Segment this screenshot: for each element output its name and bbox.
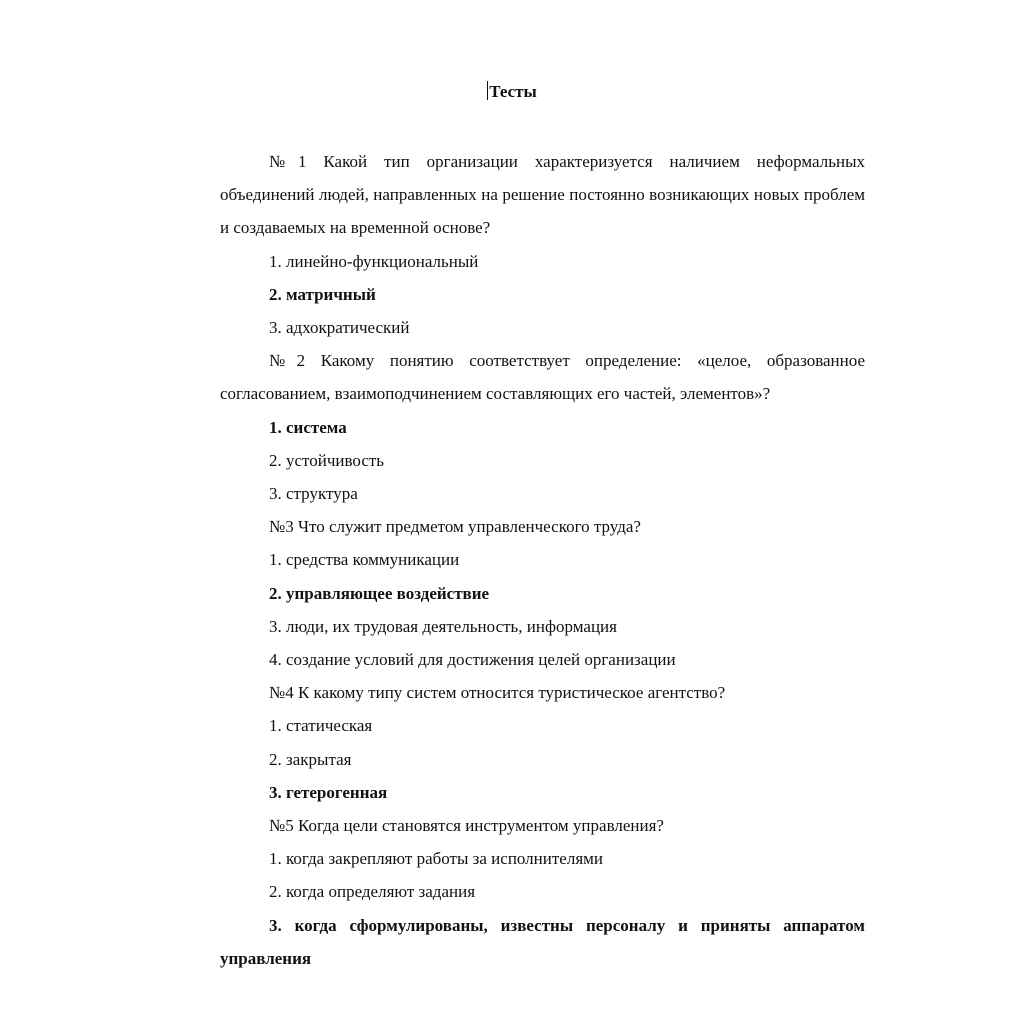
question-4-text: №4 К какому типу систем относится туристическое агентство?	[269, 683, 726, 703]
question-1-option-3: 3. адхократический	[269, 318, 410, 338]
question-3-option-4: 4. создание условий для достижения целей организации	[269, 650, 676, 670]
question-1-text: №1 Какой тип организации характеризуется наличием неформальных объединений людей, направленных на решение постоянно возникающих новых проблем и создаваемых на временной основе?	[220, 152, 865, 238]
question-3-option-1: 1. средства коммуникации	[269, 550, 460, 570]
question-3-option-3: 3. люди, их трудовая деятельность, информация	[269, 616, 617, 636]
question-5-option-3-correct: 3. когда сформулированы, известны персоналу и приняты аппаратом управления	[220, 915, 865, 968]
question-1-option-1: 1. линейно-функциональный	[269, 251, 479, 271]
question-5-option-1: 1. когда закрепляют работы за исполнителями	[269, 849, 603, 869]
question-4-option-3-correct: 3. гетерогенная	[269, 782, 388, 802]
document-title: Тесты	[489, 82, 537, 101]
question-5-option-2: 2. когда определяют задания	[269, 882, 476, 902]
question-5-text: №5 Когда цели становятся инструментом управления?	[269, 816, 664, 836]
question-3-text: №3 Что служит предметом управленческого труда?	[269, 517, 641, 537]
question-1-option-2-correct: 2. матричный	[269, 284, 376, 304]
question-2-option-2: 2. устойчивость	[269, 450, 385, 470]
question-2-option-3: 3. структура	[269, 484, 358, 504]
question-3-option-2-correct: 2. управляющее воздействие	[269, 583, 490, 603]
question-4-option-2: 2. закрытая	[269, 749, 352, 769]
document-body	[220, 145, 865, 975]
question-2-option-1-correct: 1. система	[269, 417, 347, 437]
document-title-line	[0, 80, 1024, 104]
question-2-text: №2 Какому понятию соответствует определение: «целое, образованное согласованием, взаимоподчинением составляющих его частей, элементов»?	[220, 351, 865, 404]
question-4-option-1: 1. статическая	[269, 716, 373, 736]
